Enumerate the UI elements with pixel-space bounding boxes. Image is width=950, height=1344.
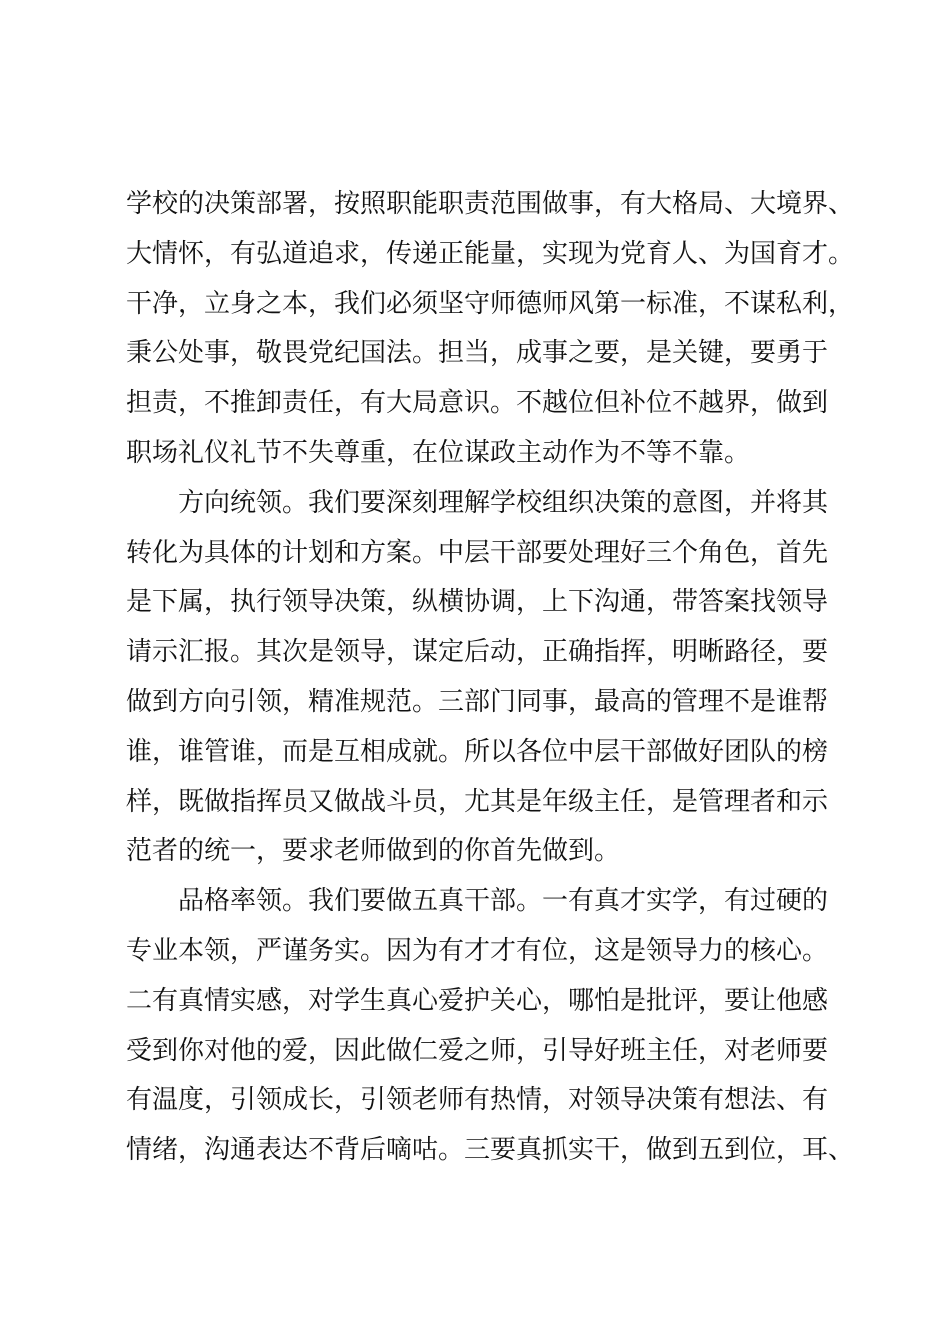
text-line: 是下属，执行领导决策，纵横协调，上下沟通，带答案找领导: [126, 587, 829, 618]
text-line: 谁，谁管谁，而是互相成就。所以各位中层干部做好团队的榜: [126, 736, 829, 767]
text-line: 转化为具体的计划和方案。中层干部要处理好三个角色，首先: [126, 537, 829, 568]
text-line: 干净，立身之本，我们必须坚守师德师风第一标准，不谋私利，: [126, 288, 855, 319]
document-body: [126, 180, 856, 1176]
text-line: 请示汇报。其次是领导，谋定后动，正确指挥，明晰路径，要: [126, 637, 829, 668]
paragraph-start-line: 品格率领。我们要做五真干部。一有真才实学，有过硬的: [178, 886, 829, 917]
text-line: 学校的决策部署，按照职能职责范围做事，有大格局、大境界、: [126, 189, 855, 219]
text-line: 情绪，沟通表达不背后嘀咕。三要真抓实干，做到五到位，耳、: [126, 1135, 855, 1166]
text-line: 担责，不推卸责任，有大局意识。不越位但补位不越界，做到: [126, 388, 829, 419]
text-line: 二有真情实感，对学生真心爱护关心，哪怕是批评，要让他感: [126, 985, 829, 1016]
text-line: 样，既做指挥员又做战斗员，尤其是年级主任，是管理者和示: [126, 786, 829, 817]
text-line: 专业本领，严谨务实。因为有才才有位，这是领导力的核心。: [126, 935, 829, 966]
text-line: 受到你对他的爱，因此做仁爱之师，引导好班主任，对老师要: [126, 1035, 829, 1066]
text-line: 范者的统一，要求老师做到的你首先做到。: [126, 836, 621, 867]
text-line: 秉公处事，敬畏党纪国法。担当，成事之要，是关键，要勇于: [126, 338, 829, 369]
text-line: 有温度，引领成长，引领老师有热情，对领导决策有想法、有: [126, 1085, 829, 1116]
text-line: 大情怀，有弘道追求，传递正能量，实现为党育人、为国育才。: [126, 238, 855, 269]
paragraph-start-line: 方向统领。我们要深刻理解学校组织决策的意图，并将其: [178, 487, 829, 518]
text-line: 做到方向引领，精准规范。三部门同事，最高的管理不是谁帮: [126, 686, 829, 717]
text-line: 职场礼仪礼节不失尊重，在位谋政主动作为不等不靠。: [126, 437, 751, 468]
